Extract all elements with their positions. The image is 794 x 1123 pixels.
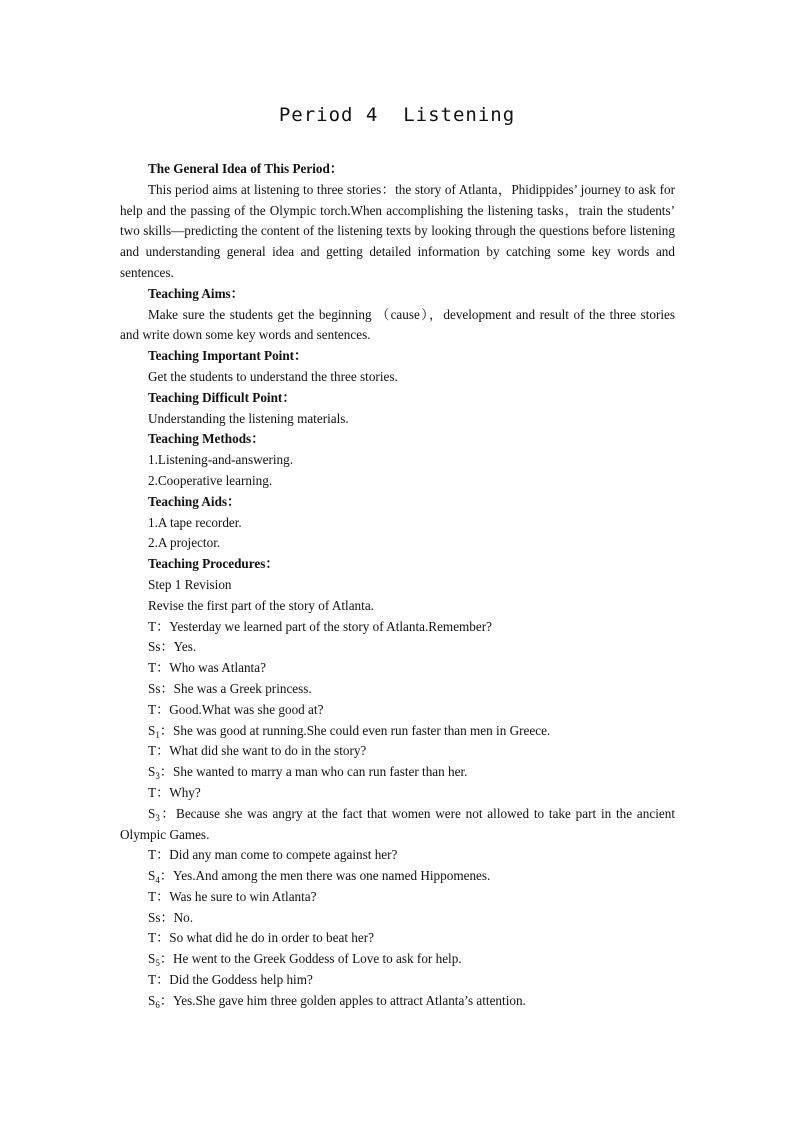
utterance: Good.What was she good at? <box>169 701 324 717</box>
dialogue-line: $S_3$：Because she was angry at the fact that women were not allowed to take part in the ancient Olympic Games. <box>120 805 675 842</box>
dialogue-line: T：Did the Goddess help him? <box>148 972 313 988</box>
utterance: She was a Greek princess. <box>173 680 312 696</box>
speaker: S <box>148 868 156 884</box>
dialogue-line: $S_3$：She wanted to marry a man who can run faster than her. <box>148 764 468 782</box>
general-idea-heading: The General Idea of This Period： <box>148 161 344 176</box>
speaker: T <box>148 784 157 800</box>
speaker-number: 3 <box>155 771 160 782</box>
utterance: Did any man come to compete against her? <box>169 847 398 863</box>
methods-item: 2.Cooperative learning. <box>148 472 273 488</box>
dialogue-line: T：Good.What was she good at? <box>148 701 324 717</box>
utterance: Yes. <box>173 639 197 655</box>
general-idea-text: This period aims at listening to three stories：the story of Atlanta，Phidippides’ journey to ask for help and the passing of the Olympic torch.When accomplishing the listening tasks，train the students’ two skills—predicting the content of the listening texts by looking through the questions before listening and understanding general idea and getting detailed information by catching some key words and sentences. <box>120 181 675 280</box>
utterance: What did she want to do in the story? <box>169 743 367 759</box>
utterance: Yesterday we learned part of the story of Atlanta.Remember? <box>169 618 492 634</box>
speaker-number: 3 <box>155 812 160 823</box>
procedures-heading: Teaching Procedures： <box>148 556 279 572</box>
difficult-point-text: Understanding the listening materials. <box>148 410 349 426</box>
dialogue-line: $S_4$：Yes.And among the men there was one named Hippomenes. <box>148 868 491 886</box>
dialogue-line: T：Did any man come to compete against her? <box>148 847 398 863</box>
aids-heading: Teaching Aids： <box>148 493 241 509</box>
speaker: Ss <box>148 909 161 925</box>
aims-heading: Teaching Aims： <box>148 285 244 301</box>
dialogue-line: $S_6$：Yes.She gave him three golden apples to attract Atlanta’s attention. <box>148 992 526 1010</box>
dialogue-line: T：So what did he do in order to beat her? <box>148 930 374 946</box>
dialogue-line: Ss：No. <box>148 909 194 925</box>
speaker: T <box>148 847 157 863</box>
utterance: Why? <box>169 784 201 800</box>
utterance: No. <box>173 909 194 925</box>
speaker: S <box>148 992 156 1008</box>
dialogue-line: T：Was he sure to win Atlanta? <box>148 888 317 904</box>
speaker: S <box>148 764 156 780</box>
utterance: She was good at running.She could even run faster than men in Greece. <box>173 722 551 738</box>
aids-item: 1.A tape recorder. <box>148 514 242 530</box>
dialogue-line: Ss：Yes. <box>148 639 197 655</box>
speaker-number: 4 <box>155 875 160 886</box>
speaker: S <box>148 805 156 821</box>
speaker: T <box>148 618 157 634</box>
dialogue-line: T：Who was Atlanta? <box>148 660 266 676</box>
dialogue-line: $S_1$：She was good at running.She could even run faster than men in Greece. <box>148 722 551 740</box>
utterance: Yes.She gave him three golden apples to attract Atlanta’s attention. <box>173 992 526 1008</box>
important-point-heading: Teaching Important Point： <box>148 348 308 364</box>
speaker: S <box>148 722 156 738</box>
speaker: T <box>148 888 157 904</box>
speaker: Ss <box>148 680 161 696</box>
page-title: Period 4 Listening <box>278 104 516 126</box>
dialogue-line: $S_5$：He went to the Greek Goddess of Love to ask for help. <box>148 951 462 969</box>
speaker: Ss <box>148 639 161 655</box>
methods-item: 1.Listening-and-answering. <box>148 452 294 468</box>
speaker-number: 5 <box>155 958 160 969</box>
speaker: T <box>148 701 157 717</box>
aids-item: 2.A projector. <box>148 535 221 551</box>
difficult-point-heading: Teaching Difficult Point： <box>148 389 296 405</box>
utterance: Who was Atlanta? <box>169 660 266 676</box>
step-intro: Revise the first part of the story of Atlanta. <box>148 597 374 613</box>
utterance: Was he sure to win Atlanta? <box>169 888 317 904</box>
methods-heading: Teaching Methods： <box>148 431 265 447</box>
dialogue-line: T：Why? <box>148 784 201 800</box>
speaker: T <box>148 743 157 759</box>
speaker: T <box>148 660 157 676</box>
speaker: T <box>148 972 157 988</box>
speaker-number: 6 <box>155 999 160 1010</box>
aims-text: Make sure the students get the beginning （cause），development and result of the three stories and write down some key words and sentences. <box>120 306 675 343</box>
step-title: Step 1 Revision <box>148 576 232 592</box>
utterance: Yes.And among the men there was one named Hippomenes. <box>173 868 491 884</box>
speaker-number: 1 <box>155 729 160 740</box>
speaker: S <box>148 951 156 967</box>
utterance: He went to the Greek Goddess of Love to ask for help. <box>173 951 462 967</box>
important-point-text: Get the students to understand the three stories. <box>148 368 398 384</box>
utterance: Because she was angry at the fact that women were not allowed to take part in the ancient Olympic Games. <box>120 805 675 842</box>
lesson-body <box>120 159 675 1012</box>
speaker: T <box>148 930 157 946</box>
dialogue-line: T：What did she want to do in the story? <box>148 743 367 759</box>
dialogue-line: Ss：She was a Greek princess. <box>148 680 312 696</box>
utterance: She wanted to marry a man who can run faster than her. <box>173 764 468 780</box>
utterance: Did the Goddess help him? <box>169 972 313 988</box>
dialogue-line: T：Yesterday we learned part of the story of Atlanta.Remember? <box>148 618 492 634</box>
utterance: So what did he do in order to beat her? <box>169 930 374 946</box>
